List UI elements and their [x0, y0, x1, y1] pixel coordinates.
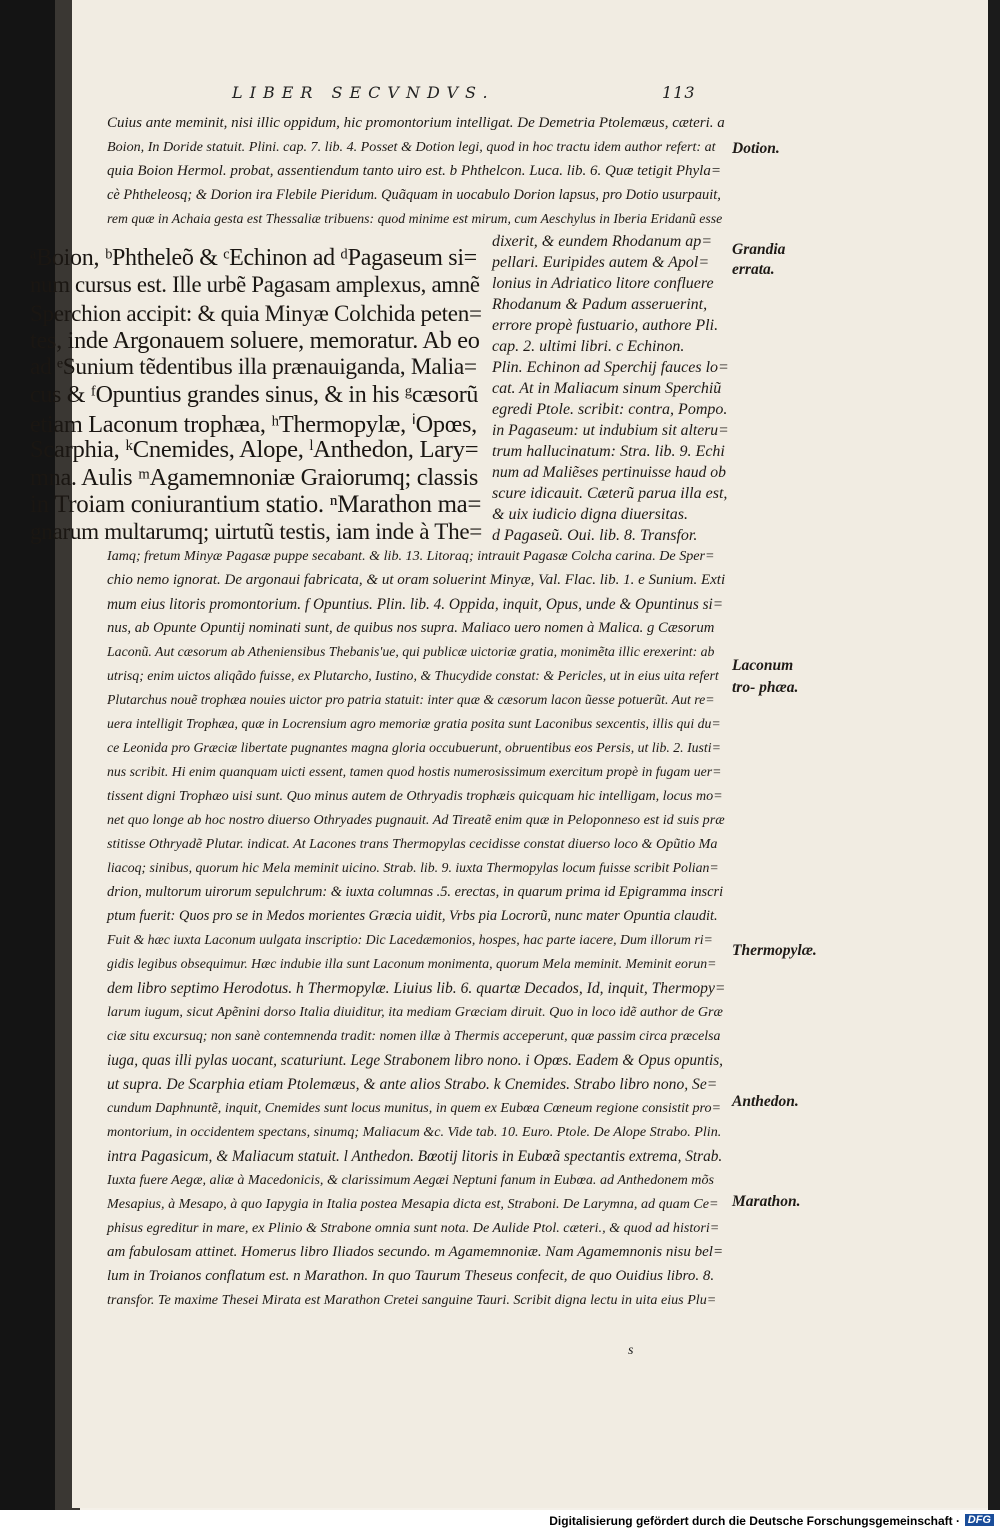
margin-note-anthedon: Anthedon.: [732, 1093, 799, 1110]
page-number: 113: [662, 83, 696, 102]
commentary-line: gidis legibus obsequimur. Hæc indubie illa sunt Laconum monimenta, quorum Mela meminit. Meminit eorun=: [107, 956, 717, 971]
commentary-line: montorium, in occidentem spectans, sinumq; Maliacum &c. Vide tab. 10. Euro. Ptole. De Alope Strabo. Plin.: [107, 1124, 722, 1140]
main-line: ad ᵉSunium tẽdentibus illa prænauiganda, Malia=: [30, 354, 477, 380]
commentary-line: am fabulosam attinet. Homerus libro Iliados secundo. m Agamemnoniæ. Nam Agamemnonis nisu bel=: [107, 1244, 724, 1260]
side-line: errore propè fustuario, authore Pli.: [492, 317, 719, 334]
commentary-line: liacoq; sinibus, quorum hic Mela meminit uicino. Strab. lib. 9. iuxta Thermopylas locum fuisse scribit Polian=: [107, 860, 719, 875]
commentary-line: ciæ situ excursuq; non sanè contemnenda tradit: nomen illæ à Thermis acceperunt, quæ passim circa præcelsa: [107, 1028, 721, 1043]
commentary-line: nus, ab Opunte Opuntij nominati sunt, de quibus nos supra. Maliaco uero nomen à Malica. g Cæsorum: [107, 620, 715, 636]
side-line: trum hallucinatum: Stra. lib. 9. Echi: [492, 443, 725, 460]
side-line: lonius in Adriatico litore confluere: [492, 275, 714, 292]
commentary-line: iuga, quas illi pylas uocant, scaturiunt. Lege Strabonem libro nono. i Opœs. Eadem & Opus opuntis,: [107, 1052, 723, 1069]
side-line: & uix iudicio digna diuersitas.: [492, 506, 688, 523]
side-line: pellari. Euripides autem & Apol=: [492, 254, 710, 271]
commentary-line: Iamq; fretum Minyæ Pagasæ puppe secabant. & lib. 13. Litoraq; intrauit Pagasæ Colcha carina. De Sper=: [107, 548, 715, 564]
commentary-line: mum eius litoris promontorium. f Opuntius. Plin. lib. 4. Oppida, inquit, Opus, unde & Opuntinus si=: [107, 596, 724, 613]
scan-right-edge: [988, 0, 1000, 1510]
side-line: cat. At in Maliacum sinum Sperchiũ: [492, 380, 722, 397]
commentary-line: larum iugum, sicut Apẽnini dorso Italia diuiditur, ita mediam Græciam diruit. Quo in loco idẽ author de Græ: [107, 1004, 723, 1020]
side-line: in Pagaseum: ut indubium sit alteru=: [492, 422, 729, 439]
commentary-line: utrisq; enim uictos aliqãdo fuisse, ex Plutarcho, Iustino, & Thucydide constat: & Pericles, ut in eius uita refert: [107, 668, 719, 683]
main-line: in Troiam coniurantium statio. ⁿMarathon ma=: [30, 491, 482, 518]
side-line: d Pagaseũ. Oui. lib. 8. Transfor.: [492, 527, 698, 544]
commentary-line: intra Pagasicum, & Maliacum statuit. l Anthedon. Bœotij litoris in Eubœã spectantis extrema, Strab.: [107, 1148, 723, 1165]
commentary-line: phisus egreditur in mare, ex Plinio & Strabone omnia sunt nota. De Aulide Ptol. cæteri., & quod ad histori=: [107, 1220, 720, 1236]
top-line: Cuius ante meminit, nisi illic oppidum, hic promontorium intelligat. De Demetria Ptolemæus, cæteri. a: [107, 115, 725, 131]
main-line: cus & ᶠOpuntius grandes sinus, & in his ᵍcæsorũ: [30, 382, 479, 408]
commentary-line: drion, multorum uirorum sepulchrum: & iuxta columnas .5. erectas, in quarum prima id Epigramma inscri: [107, 884, 724, 900]
main-line: tes, inde Argonauem soluere, memoratur. Ab eo: [30, 327, 480, 354]
commentary-line: ptum fuerit: Quos pro se in Medos morientes Græcia uidit, Vrbs pia Locrorũ, nunc mater Opuntia claudit.: [107, 908, 718, 924]
top-line: cè Phtheleosq; & Dorion ira Flebile Pieridum. Quãquam in uocabulo Dorion lapsus, pro Dotio usurpauit,: [107, 187, 721, 203]
margin-note-laconum-trophaea: Laconum tro- phæa.: [732, 657, 799, 696]
commentary-line: Laconũ. Aut cæsorum ab Atheniensibus Thebanis'ue, qui publicæ uictoriæ gratia, monimẽta illic erexerint: ab: [107, 644, 715, 659]
side-line: cap. 2. ultimi libri. c Echinon.: [492, 338, 685, 355]
commentary-line: cundum Daphnuntẽ, inquit, Cnemides sunt locus munitus, in quem ex Eubœa Cœneum regione consistit pro=: [107, 1100, 722, 1116]
side-line: dixerit, & eundem Rhodanum ap=: [492, 233, 713, 250]
commentary-line: dem libro septimo Herodotus. h Thermopylæ. Liuius lib. 6. quartæ Decados, Id, inquit, Thermopy=: [107, 980, 726, 997]
top-line: Boion, In Doride statuit. Plini. cap. 7. lib. 4. Posset & Dotion legi, quod in hoc tractu idem author refert: at: [107, 139, 716, 155]
commentary-line: Iuxta fuere Aegæ, aliæ à Macedonicis, & clarissimum Aegæi Neptuni fanum in Eubœa. ad Anthedonem mõs: [107, 1172, 715, 1188]
commentary-line: transfor. Te maxime Thesei Mirata est Marathon Cretei sanguine Tauri. Scribit digna lectu in uita eius Plu=: [107, 1292, 717, 1308]
commentary-line: nus scribit. Hi enim quanquam uicti essent, tamen quod hostis numerosissimum exercitum propè in fugam uer=: [107, 764, 722, 779]
top-line: rem quæ in Achaia gesta est Thessaliæ tribuens: quod minime est mirum, cum Aeschylus in Iberia Eridanũ esse: [107, 211, 723, 226]
margin-note-thermopylae: Thermopylæ.: [732, 942, 817, 959]
side-line: scure idicauit. Cæterũ parua illa est,: [492, 485, 728, 502]
commentary-line: Plutarchus nouẽ trophæa nouies uictor pro patria statuit: inter quæ & cæsorum lacon ũesse potuerũt. Aut re=: [107, 692, 715, 707]
main-line: Scarphia, ᵏCnemides, Alope, ˡAnthedon, Lary=: [30, 436, 479, 463]
commentary-line: ut supra. De Scarphia etiam Ptolemæus, & ante alios Strabo. k Cnemides. Strabo libro nono, Se=: [107, 1076, 718, 1093]
main-line: gnarum multarumq; uirtutũ testis, iam inde à The=: [30, 518, 482, 544]
main-line: Sperchion accipit: & quia Minyæ Colchida peten=: [30, 300, 482, 326]
commentary-line: stitisse Othryadẽ Plutar. indicat. At Lacones trans Thermopylas cecidisse constat diuerso loco & Opũtio Ma: [107, 836, 718, 852]
top-line: quia Boion Hermol. probat, assentiendum tanto uiro est. b Phthelcon. Luca. lib. 6. Quæ tetigit Phyla=: [107, 163, 721, 179]
side-line: num ad Maliẽses pertinuisse haud ob: [492, 464, 726, 481]
margin-note-dotion: Dotion.: [732, 140, 780, 157]
main-line: mna. Aulis ᵐAgamemnoniæ Graiorumq; classis: [30, 464, 479, 491]
main-line: ᵃBoion, ᵇPhtheleõ & ᶜEchinon ad ᵈPagaseum si=: [30, 245, 477, 271]
signature-mark: s: [628, 1343, 634, 1358]
dfg-logo: DFG: [965, 1514, 994, 1526]
main-line: num cursus est. Ille urbẽ Pagasam amplexus, amnẽ: [30, 272, 480, 297]
commentary-line: lum in Troianos conflatum est. n Marathon. In quo Taurum Theseus confecit, de quo Ouidius libro. 8.: [107, 1268, 715, 1284]
side-line: Rhodanum & Padum asseruerint,: [492, 296, 708, 313]
commentary-line: Mesapius, à Mesapo, à quo Iapygia in Italia postea Mesapia dicta est, Straboni. De Larymna, ad quam Ce=: [107, 1196, 719, 1212]
margin-note-grandia-errata: Grandia errata.: [732, 241, 786, 278]
commentary-line: chio nemo ignorat. De argonaui fabricata, & ut oram soluerint Minyæ, Val. Flac. lib. 1. e Sunium. Exti: [107, 572, 726, 588]
side-line: egredi Ptole. scribit: contra, Pompo.: [492, 401, 728, 418]
commentary-line: uera intelligit Trophæa, quæ in Locrensium agro memoriæ gratia posita sunt Laconibus sexcentis, illis qui du=: [107, 716, 721, 731]
commentary-line: Fuit & hæc iuxta Laconum uulgata inscriptio: Dic Lacedæmonios, hospes, hac parte iacere, Dum illorum ri=: [107, 932, 713, 947]
margin-note-marathon: Marathon.: [732, 1193, 801, 1210]
side-line: Plin. Echinon ad Sperchij fauces lo=: [492, 359, 729, 376]
main-line: etiam Laconum trophæa, ʰThermopylæ, ⁱOpœs,: [30, 411, 477, 438]
footer-credit: Digitalisierung gefördert durch die Deutsche Forschungsgemeinschaft ·: [549, 1514, 960, 1528]
commentary-line: net quo longe ab hoc nostro diuerso Othryades pugnauit. Ad Tireatẽ enim quæ in Peloponneso est id suis præ: [107, 812, 725, 828]
commentary-line: tissent digni Trophæo uisi sunt. Quo minus autem de Othryadis trophæis quicquam hic intelligam, locus mo=: [107, 788, 723, 804]
running-title: LIBER SECVNDVS.: [232, 83, 495, 102]
commentary-line: ce Leonida pro Græciæ libertate pugnantes magna gloria occubuerunt, obruentibus eos Persis, ut lib. 2. Iusti=: [107, 740, 721, 755]
